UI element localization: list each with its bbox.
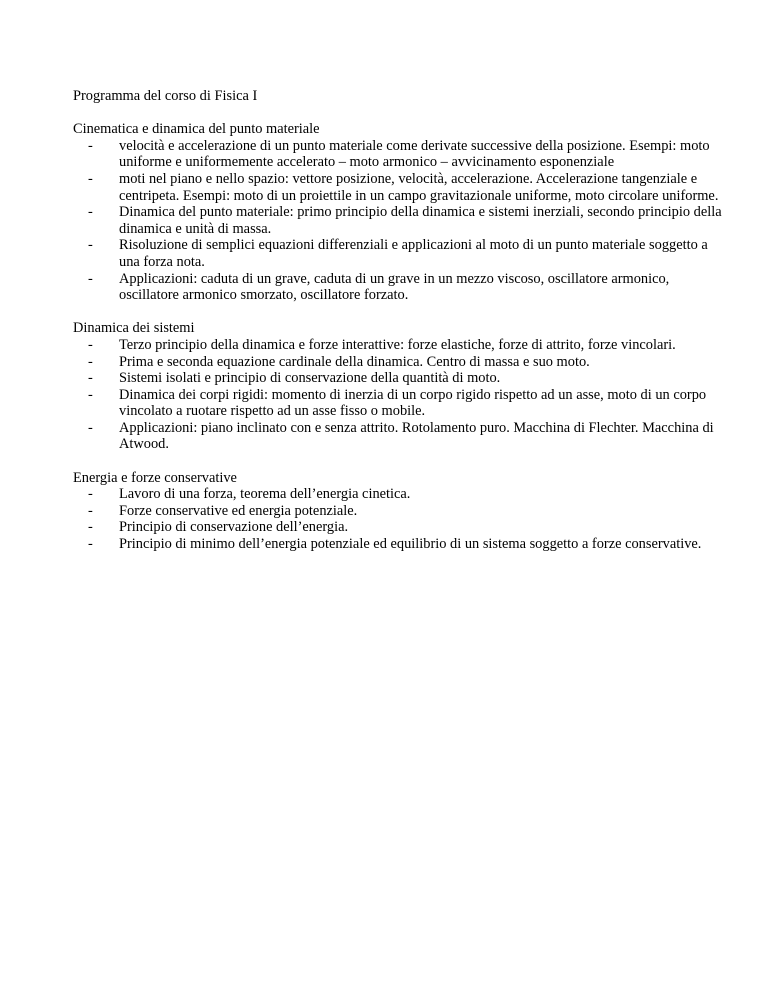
bullet-dash: - (88, 336, 93, 353)
bullet-dash: - (88, 419, 93, 436)
list-item (73, 503, 723, 520)
list-item (73, 536, 723, 553)
bullet-dash: - (88, 170, 93, 187)
list-item-text: Dinamica dei corpi rigidi: momento di inerzia di un corpo rigido rispetto ad un asse, moto di un corpo vincolato a ruotare rispetto ad un asse fisso o mobile. (119, 386, 707, 420)
bullet-dash: - (88, 270, 93, 287)
document-page (73, 88, 723, 569)
bullet-dash: - (88, 137, 93, 154)
bullet-dash: - (88, 204, 93, 221)
list-item-text: velocità e accelerazione di un punto materiale come derivate successive della posizione. Esempi: moto uniforme e uniformemente accelerato – moto armonico – avvicinamento esponenziale (119, 137, 710, 171)
bullet-dash: - (88, 519, 93, 536)
list-item-text: Terzo principio della dinamica e forze interattive: forze elastiche, forze di attrito, forze vincolari. (119, 336, 676, 353)
section-heading: Energia e forze conservative (73, 469, 237, 486)
list-item (73, 204, 723, 237)
list-item-text: Forze conservative ed energia potenziale. (119, 502, 358, 519)
bullet-dash: - (88, 386, 93, 403)
bullet-dash: - (88, 370, 93, 387)
section-heading: Cinematica e dinamica del punto materiale (73, 121, 320, 138)
list-item (73, 354, 723, 371)
list-item (73, 420, 723, 453)
section-heading: Dinamica dei sistemi (73, 320, 195, 337)
list-item-text: Applicazioni: caduta di un grave, caduta di un grave in un mezzo viscoso, oscillatore armonico, oscillatore armonico smorzato, oscillatore forzato. (119, 270, 670, 304)
list-item-text: moti nel piano e nello spazio: vettore posizione, velocità, accelerazione. Accelerazione tangenziale e centripeta. Esempi: moto di un proiettile in un campo gravitazionale uniforme, moto circolare uniforme. (119, 170, 719, 204)
list-item-text: Applicazioni: piano inclinato con e senza attrito. Rotolamento puro. Macchina di Flechter. Macchina di Atwood. (119, 419, 714, 453)
list-item-text: Lavoro di una forza, teorema dell’energia cinetica. (119, 486, 411, 503)
section-list (73, 337, 723, 453)
section-energia (73, 470, 723, 553)
list-item (73, 486, 723, 503)
list-item-text: Dinamica del punto materiale: primo principio della dinamica e sistemi inerziali, secondo principio della dinamica e unità di massa. (119, 204, 722, 237)
bullet-dash: - (88, 486, 93, 503)
list-item (73, 337, 723, 354)
list-item-text: Principio di minimo dell’energia potenziale ed equilibrio di un sistema soggetto a forze conservative. (119, 536, 702, 553)
section-dinamica-sistemi (73, 320, 723, 453)
bullet-dash: - (88, 237, 93, 254)
bullet-dash: - (88, 502, 93, 519)
document-title: Programma del corso di Fisica I (73, 88, 258, 104)
list-item (73, 519, 723, 536)
bullet-dash: - (88, 536, 93, 553)
section-cinematica (73, 121, 723, 304)
list-item (73, 237, 723, 270)
section-list (73, 138, 723, 304)
bullet-dash: - (88, 353, 93, 370)
list-item-text: Sistemi isolati e principio di conservazione della quantità di moto. (119, 370, 501, 387)
list-item-text: Prima e seconda equazione cardinale della dinamica. Centro di massa e suo moto. (119, 353, 590, 370)
list-item (73, 138, 723, 171)
section-list (73, 486, 723, 552)
list-item (73, 271, 723, 304)
list-item (73, 171, 723, 204)
list-item-text: Principio di conservazione dell’energia. (119, 519, 349, 536)
list-item (73, 387, 723, 420)
list-item (73, 370, 723, 387)
list-item-text: Risoluzione di semplici equazioni differenziali e applicazioni al moto di un punto materiale soggetto a una forza nota. (119, 237, 708, 270)
